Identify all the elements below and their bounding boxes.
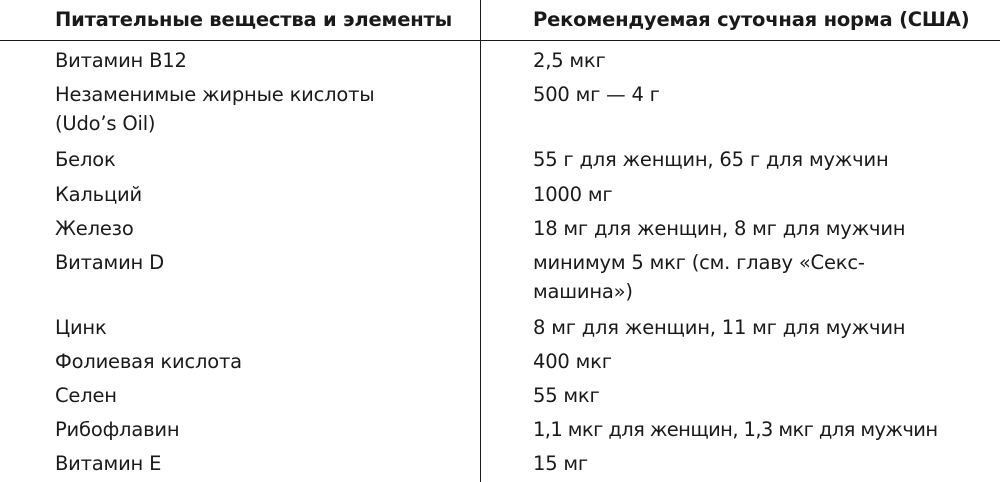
nutrient-cell: Белок: [55, 148, 116, 171]
nutrient-cell: Витамин D: [55, 251, 164, 274]
rda-cell: 500 мг — 4 г: [533, 83, 660, 106]
rda-cell: 8 мг для женщин, 11 мг для мужчин: [533, 316, 906, 339]
rda-cell: 1000 мг: [533, 183, 613, 206]
rda-cell: 1,1 мкг для женщин, 1,3 мкг для мужчин: [533, 418, 938, 441]
rda-cell: 15 мг: [533, 452, 588, 475]
nutrient-cell: Цинк: [55, 316, 107, 339]
rda-cell: 400 мкг: [533, 350, 612, 373]
rda-cell: 18 мг для женщин, 8 мг для мужчин: [533, 217, 906, 240]
nutrient-cell: Незаменимые жирные кислоты (Udo’s Oil): [55, 83, 375, 135]
header-rda: Рекомендуемая суточная норма (США): [533, 8, 970, 31]
nutrient-cell: Железо: [55, 217, 134, 240]
column-divider: [480, 0, 481, 482]
rda-cell: минимум 5 мкг (см. главу «Секс-машина»): [533, 251, 865, 303]
table-header: [0, 0, 1000, 41]
nutrient-cell: Витамин E: [55, 452, 162, 475]
rda-cell: 2,5 мкг: [533, 49, 606, 72]
header-nutrient: Питательные вещества и элементы: [55, 8, 453, 31]
nutrient-cell: Селен: [55, 384, 117, 407]
nutrient-cell: Витамин B12: [55, 49, 187, 72]
rda-cell: 55 мкг: [533, 384, 600, 407]
nutrient-cell: Кальций: [55, 183, 142, 206]
nutrient-cell: Рибофлавин: [55, 418, 180, 441]
rda-cell: 55 г для женщин, 65 г для мужчин: [533, 148, 889, 171]
nutrient-cell: Фолиевая кислота: [55, 350, 242, 373]
